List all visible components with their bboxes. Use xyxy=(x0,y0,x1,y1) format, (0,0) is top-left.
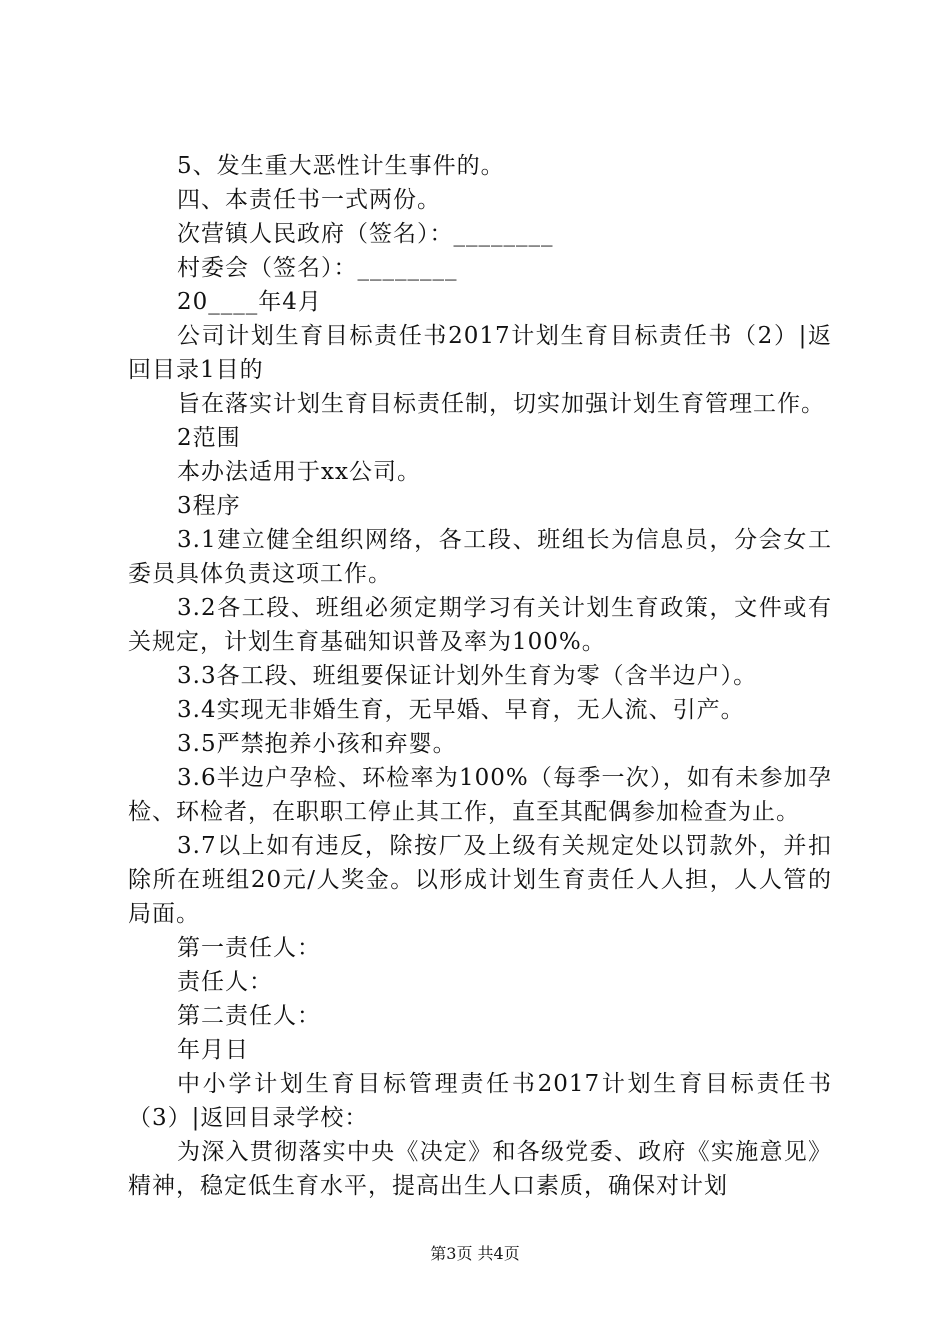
paragraph: 第一责任人： xyxy=(177,935,321,961)
paragraph: 3.4实现无非婚生育，无早婚、早育，无人流、引产。 xyxy=(177,697,745,723)
page-footer: 第3页 共4页 xyxy=(430,1244,520,1263)
paragraph: 20____年4月 xyxy=(177,289,322,315)
paragraph: 第二责任人： xyxy=(177,1003,321,1029)
paragraph: 3.7以上如有违反，除按厂及上级有关规定处以罚款外，并扣除所在班组20元/人奖金。以形成计划生育责任人人担，人人管的局面。 xyxy=(128,833,832,927)
paragraph: 3.6半边户孕检、环检率为100%（每季一次），如有未参加孕检、环检者，在职职工停止其工作，直至其配偶参加检查为止。 xyxy=(128,765,832,825)
paragraph: 本办法适用于xx公司。 xyxy=(177,459,421,485)
paragraph: 3.1建立健全组织网络，各工段、班组长为信息员，分会女工委员具体负责这项工作。 xyxy=(128,527,832,587)
paragraph: 2范围 xyxy=(177,425,241,451)
paragraph: 公司计划生育目标责任书2017计划生育目标责任书（2）|返回目录1目的 xyxy=(128,323,832,383)
paragraph: 中小学计划生育目标管理责任书2017计划生育目标责任书（3）|返回目录学校： xyxy=(128,1071,832,1131)
paragraph: 次营镇人民政府（签名）：________ xyxy=(177,221,554,247)
paragraph: 3.2各工段、班组必须定期学习有关计划生育政策，文件或有关规定，计划生育基础知识普及率为100%。 xyxy=(128,595,832,655)
paragraph: 3.5严禁抱养小孩和弃婴。 xyxy=(177,731,457,757)
paragraph: 为深入贯彻落实中央《决定》和各级党委、政府《实施意见》精神，稳定低生育水平，提高出生人口素质，确保对计划 xyxy=(128,1139,832,1199)
paragraph: 3程序 xyxy=(177,493,241,519)
paragraph: 5、发生重大恶性计生事件的。 xyxy=(177,153,505,179)
paragraph: 年月日 xyxy=(177,1037,249,1063)
paragraph: 旨在落实计划生育目标责任制，切实加强计划生育管理工作。 xyxy=(177,391,825,417)
paragraph: 村委会（签名）：________ xyxy=(177,255,458,281)
document-body xyxy=(128,149,832,1203)
paragraph: 责任人： xyxy=(177,969,273,995)
paragraph: 3.3各工段、班组要保证计划外生育为零（含半边户）。 xyxy=(177,663,758,689)
paragraph: 四、本责任书一式两份。 xyxy=(177,187,441,213)
